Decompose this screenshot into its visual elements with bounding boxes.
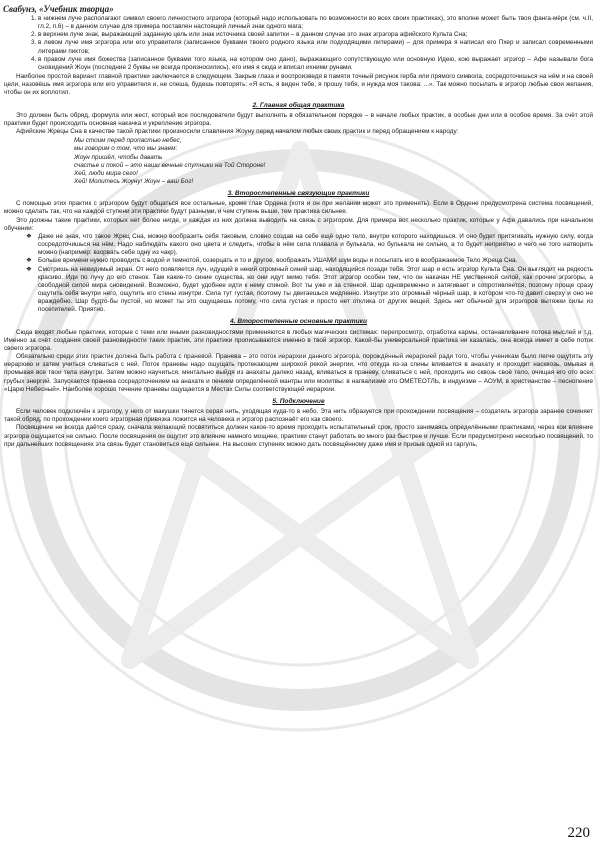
page-content (4, 15, 593, 449)
paragraph: Это должен быть обряд, формула или жест, который все последователи будут выполнять в обязательном порядке – в начале любых практик, в особые дни или в особое время. За счёт этой практики будет происходить основная накачка и укрепление эгрэгора. (4, 111, 593, 127)
list-item (4, 15, 593, 31)
bullet-item (4, 266, 593, 315)
list-text: в левом луче имя эгрэгора или его управителя (записанное буквами твоего родного языка или подходящими литерами) – для примера я написал его Пхер и записал современными литерами пиктов; (38, 39, 593, 55)
list-number: 3. (31, 39, 37, 47)
paragraph: Это должны такие практики, которых нет более нигде, и каждая из них должна выводить на связь с эгрэгором. Для примера вот несколько практик, которые у Афе давались при начальном обучении: (4, 216, 593, 232)
verse-line: мы говорим о том, что мы знаем: (74, 145, 178, 153)
section-heading-5: 5. Подключение (272, 397, 325, 405)
page-number: 220 (567, 825, 590, 841)
paragraph: Наиболее простой вариант главной практики заключается в следующем. Закрыв глаза и воспроизведя в памяти точный рисунок герба или прямого символа, сосредоточишься на нём и на своей цели, назовёшь имя эгрэгора или его управителя и, не спеша, будешь повторять: «Я есть, я виден тебе, я прошу тебя, и нужда моя такова: ...». Так можно посылать в эгрэгор любые свои желания, чтобы он их воплотил. (4, 73, 593, 97)
list-number: 2. (31, 31, 37, 39)
numbered-list (4, 15, 593, 72)
bullet-text: Смотришь на невидимый экран. От него появляется луч, идущий в некий огромный синий шар, находящийся позади тебя. Этот шар и есть эгрэгор Культа Сна. Он выглядит на редкость красиво. Иди по лучу до его стенок. Там какие-то синие существа, но они идут мимо тебя. Этот эгрэгор особен тем, что он накачан НЕ умственной силой, как прочие эгрэгоры, а свободной силой мира сновидений. Возможно, будет удобнее идти к нему спиной. Вот ты уже и за стенкой. Шар одновременно и затягивает и сопротивляется, поэтому проще сразу ощутить себя внутри него, ощутить его стены изнутри. Сила тут густая, поэтому ты двигаешься медленно. Изнутри это огромный чёрный шар, в котором что-то давит сверху и оно не враждебно. Шар будто-бы пустой, но может ты это ощущаешь потому, что сила густая и просто нет отклика от других вещей. Здесь нет обычной для эгрэгоров вытяжки силы из посетителей. Приятно. (38, 265, 593, 314)
paragraph: Посвящение не всегда даётся сразу, сначала желающий посвятиться должен какое-то время проходить испытательный срок, просто занимаясь определёнными практиками, через кои влияние эгрэгора ощущается не сильно. После посвящения он ощутит это влияние намного мощнее, практики станут работать во много раз быстрее и лучше. Если предусмотрено несколько посвящений, то при дальнейших посвящениях эта связь будет становиться ещё сильнее. На высоких ступенях можно дать посвящённому даже имя и призыв одной из гаргуль, (4, 424, 593, 448)
bullet-text: Больше времени нужно проводить с водой и темнотой, созерцать и то и другое, воображать УШАМИ шум воды и посылать его в воображаемое Тело Жреца Сна. (38, 257, 518, 265)
bullet-item (4, 233, 593, 257)
list-number: 4. (31, 55, 37, 63)
bullet-item (4, 257, 593, 265)
paragraph: С помощью этих практик с эгрэгором будут общаться все остальные, кроме глав Ордена (хотя и он при желании может это применять). Если в Ордене предусмотрена система посвящений, можно сделать так, что на каждой ступени эти практики будут разными, и чем ступень выше, тем практика сильнее. (4, 200, 593, 216)
diamond-bullet-icon: ❖ (26, 257, 32, 265)
list-number: 1. (31, 15, 37, 22)
verse-line: Хей, люди мира сего! (74, 169, 138, 177)
paragraph: Если человек подключён к эгрэгору, у него от макушки тянется серая нить, уходящая куда-то в небо. Эта нить образуется при прохождении посвящения – создатель эгрэгора заранее сочиняет такой обряд, по прохождении коего эгрэгорная привязка ложится на человека и эгрэгор распознаёт его как своего. (4, 408, 593, 424)
diamond-bullet-icon: ❖ (26, 265, 32, 273)
verse-line: Жоун пришёл, чтобы давать (74, 153, 163, 161)
bullet-list (4, 233, 593, 315)
list-item (4, 56, 593, 72)
diamond-bullet-icon: ❖ (26, 232, 32, 240)
paragraph: Афийские Жрецы Сна в качестве такой практики произносили славления Жоуну перед началом любых своих практик и перед обращением к народу: (16, 128, 459, 136)
verse-line: Хей! Молитесь Жоуну! Жоун – ваш Бог! (74, 177, 194, 185)
list-text: в правом луче имя божества (записанное буквами того языка, на котором оно дано), выражающего сопутствующую или основную Идею, кою выражает эгрэгор – Афе называли бога сновидений Жоун (последние 2 буквы не всегда произносились), его имя я сюда и вписал ихними рунами. (38, 55, 593, 71)
verse-line: Мы стоим перед пропастью небес, (74, 137, 182, 145)
running-header: Свабунэ, «Учебник творца» (3, 4, 114, 14)
paragraph: Обязательно среди этих практик должна быть работа с праневой. Праневa – это поток иерархии данного эгрэгора, порождённый иерархией ради того, чтобы ученикам было легче ощутить эту иерархию и затем учиться сливаться с ней. Поток праневы надо ощущать протекающим широкой рекой энергии, что откуда из-за спины вливается в анахату и проходит насквозь, омывая и промывая все твои тела изнутри. Затем можно научиться, ментально выйдя из анахаты далеко назад, вливаться в праневу, сливаться с ней, проходить ею сквозь своё тело, очищая его ото всех грубых энергий. Запускается пранева сосредоточением на анахате и пением определённой мантры или молитвы: в нагвализме это ОМЕТЕОТЛЬ, в индуизме – АОУМ, в христианстве – песнопение «Царю Небесный». Наиболее хорошо течение праневы ощущается в Местах Силы соответствующей иерархии. (4, 353, 593, 393)
list-item (4, 39, 593, 55)
bullet-text: Даже не зная, что такое Жрец Сна, можно вообразить себя таковым, словно создав на себе ещё одно тело, внутри которого находишься. И оно будет притягивать нужную силу, когда сосредоточишься на нём. Надо наблюдать какого оно цвета и следить, чтобы в нём сила плавала и булькала, но булькала не сильно, а то будет неприятно и чего не того натворить можно (например: взорвать себе одну из чакр). (38, 232, 593, 257)
section-heading-2: 2. Главная общая практика (252, 101, 345, 109)
list-text: в верхнем луче знак, выражающий заданную цель или знак источника своей запитки – в данном случае это знак эгрэгора афийского Культа Сна; (38, 31, 468, 39)
verse (74, 137, 593, 186)
section-heading-3: 3. Второстепенные связующие практики (227, 190, 370, 198)
section-heading-4: 4. Второстепенные основные практики (230, 318, 367, 326)
verse-line: счастье и покой – это наши вечные спутники на Той Стороне! (74, 161, 266, 169)
list-text: в нижнем луче располагают символ своего личностного эгрэгора (который надо использовать по возможности во всех своих практиках), это вполне может быть твоя фанга-мёрк (см. ч.II, гл.2, п.6) – в данном случае для примера поставлен настоящий личный знак одного мага; (38, 15, 593, 31)
paragraph: Сюда входят любые практики, которые с теми или иными разновидностями применяются в любых магических системах: перепросмотр, отработка кармы, останавливание потока мыслей и т.д. Именно за счёт создания своей разновидности таких практик, эти практики прописываются именно в твой эгрэгор. Какой-бы универсальной практика ни казалась, она всегда имеет в себе поток своего эгрэгора. (4, 328, 593, 352)
